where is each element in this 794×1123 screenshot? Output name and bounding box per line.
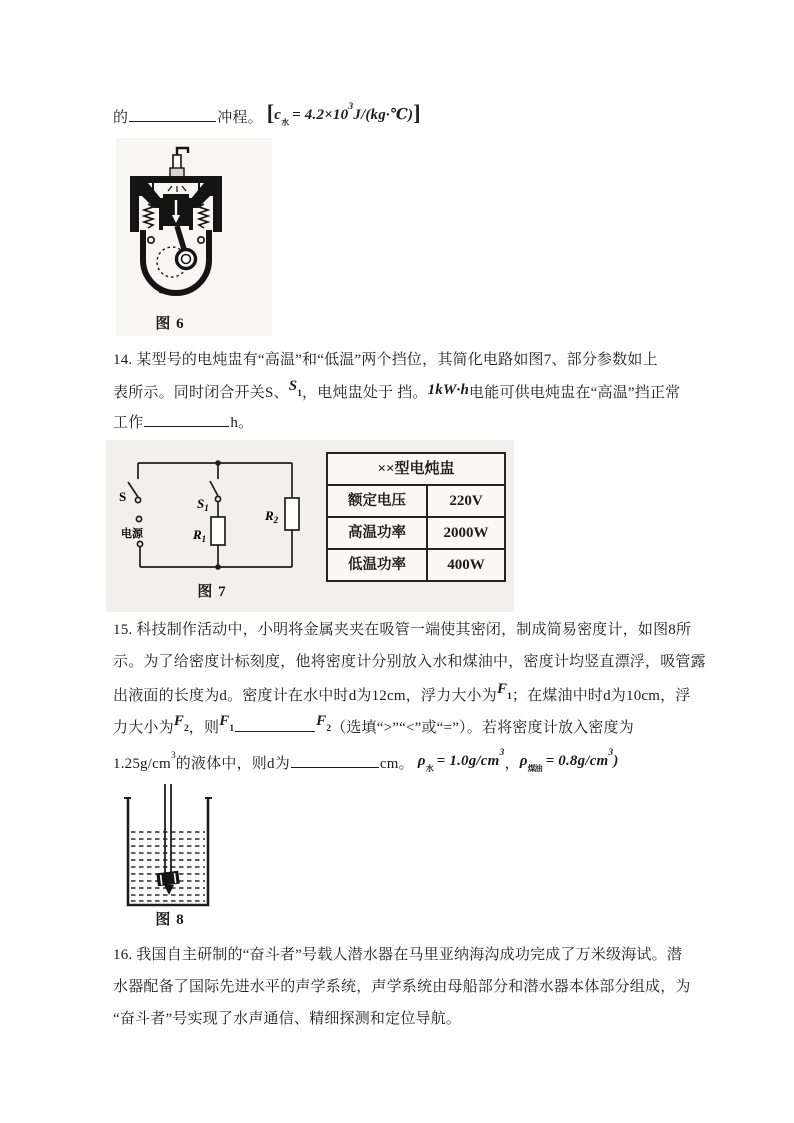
table-row	[328, 550, 504, 580]
q14-line3: 工作 h。	[113, 415, 254, 431]
answer-blank-d	[291, 754, 379, 768]
figure6-caption: 图 6	[155, 316, 185, 332]
spec-label: 高温功率	[328, 518, 428, 548]
spec-value: 220V	[449, 493, 483, 509]
specific-heat-formula: [$c_水$ = $4.2\times 10^3J/(kg\cdot℃)$]	[266, 100, 421, 127]
switch-s1-formula: $S_1$	[288, 378, 303, 399]
answer-blank-stroke	[129, 108, 216, 122]
spec-value: 400W	[447, 557, 485, 573]
table-row	[328, 518, 504, 550]
junction-bottom	[215, 564, 221, 570]
crank-journal	[177, 250, 196, 269]
specific-heat-line	[113, 100, 421, 135]
valve-spring-right	[199, 204, 208, 228]
q16-line3: “奋斗者”号实现了水声通信、精细探测和定位导航。	[113, 1011, 462, 1027]
junction-top	[215, 460, 221, 466]
density-water-formula: $\rho_水 = 1.0g/cm^3$	[417, 748, 505, 773]
q15-line4: 力大小为$F_2$，则$F_1$ $F_2$（选填“>”“<”或“=”）。若将密度计放入密度为	[113, 717, 634, 745]
force-f2-formula: $F_2$	[316, 713, 332, 734]
answer-blank-compare	[235, 718, 315, 732]
q15-line1: 15. 科技制作活动中，小明将金属夹夹在吸管一端使其密闭，制成简易密度计，如图8所	[113, 622, 692, 638]
energy-formula: 1kW·h	[427, 382, 470, 398]
q15-line5: $1.25g/cm^3$的液体中，则d为 cm。 $\rho_水 = 1.0g/cm^3$，$\rho_{煤油} = 0.8g/cm^3$)	[113, 749, 619, 781]
q16-line2: 水器配备了国际先进水平的声学系统，声学系统由母船部分和潜水器本体部分组成，为	[113, 979, 691, 995]
figure8-caption: 图 8	[155, 912, 185, 928]
intro-prefix: 的	[113, 110, 129, 126]
q14-line2: 表所示。同时闭合开关S、$S_1$，电炖盅处于 挡。1kW·h电能可供电炖盅在“高温”挡正常	[113, 382, 680, 410]
force-f1-formula: $F_1$	[496, 681, 512, 702]
label-power-source: 电源	[121, 528, 143, 540]
label-resistor-r2: $R_2$	[265, 508, 279, 525]
label-switch-s: S	[119, 489, 127, 504]
engine-diagram	[126, 142, 226, 310]
metal-clip	[156, 871, 179, 895]
spec-table	[326, 452, 506, 582]
q16-line1: 16. 我国自主研制的“奋斗者”号载人潜水器在马里亚纳海沟成功完成了万米级海试。潜	[113, 947, 683, 963]
spec-table-title: ××型电炖盅	[328, 454, 504, 486]
switch-s-blade	[128, 482, 138, 497]
label-switch-s1: $S_1$	[197, 496, 209, 513]
ignition-spark	[168, 186, 186, 192]
cylinder-head	[130, 176, 222, 183]
resistor-r1	[211, 517, 225, 545]
switch-s1-blade	[210, 481, 218, 496]
label-resistor-r1: $R_1$	[193, 527, 207, 544]
force-f1-formula: $F_1$	[219, 713, 235, 734]
density-kerosene-formula: $\rho_{煤油} = 0.8g/cm^3$)	[519, 748, 619, 773]
spec-label: 额定电压	[328, 486, 428, 516]
q14-line1: 14. 某型号的电炖盅有“高温”和“低温”两个挡位，其简化电路如图7、部分参数如上	[113, 352, 658, 368]
hydrometer-diagram	[118, 780, 218, 908]
q15-line2: 示。为了给密度计标刻度，他将密度计分别放入水和煤油中，密度计均竖直漂浮，吸管露	[113, 654, 706, 670]
valve-spring-left	[144, 204, 153, 228]
figure7-caption: 图 7	[197, 584, 227, 600]
spec-label: 低温功率	[328, 550, 428, 580]
answer-blank-hours	[144, 413, 229, 427]
q15-line3: 出液面的长度为d。密度计在水中时d为12cm，浮力大小为$F_1$；在煤油中时d为10cm，浮	[113, 685, 691, 713]
spark-plug	[173, 155, 181, 169]
table-row	[328, 486, 504, 518]
spec-value: 2000W	[443, 525, 489, 541]
force-f2-formula: $F_2$	[173, 713, 189, 734]
intro-suffix: 冲程。	[217, 110, 263, 126]
resistor-r2	[285, 498, 299, 530]
circuit-diagram	[115, 455, 305, 575]
